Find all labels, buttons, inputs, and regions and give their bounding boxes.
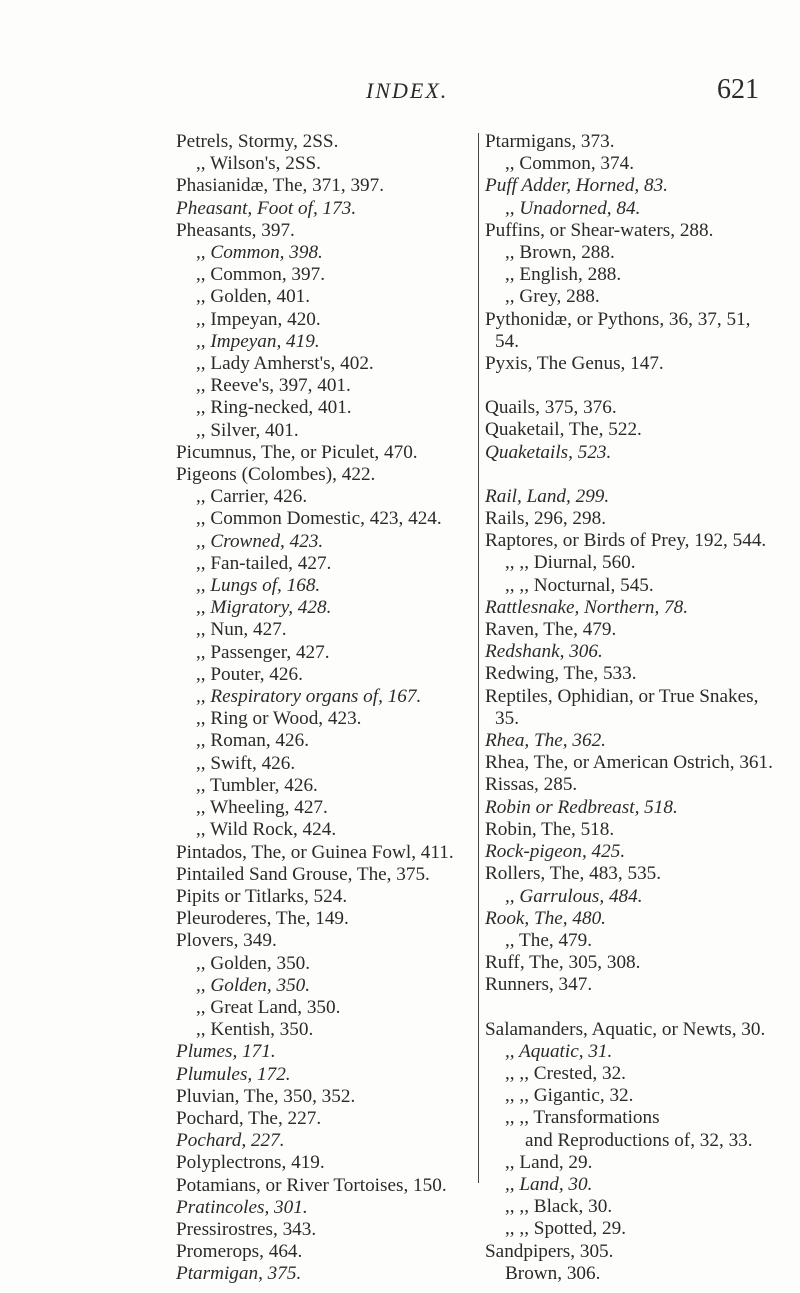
index-entry: Quaketails, 523. (485, 441, 612, 463)
index-entry: ,, ,, Nocturnal, 545. (505, 574, 654, 596)
index-entry: ,, ,, Transformations (505, 1107, 660, 1129)
index-entry: Rail, Land, 299. (485, 485, 610, 507)
index-entry: Pleuroderes, The, 149. (176, 908, 349, 930)
index-entry: Robin or Redbreast, 518. (485, 796, 678, 818)
index-entry: ,, Golden, 350. (196, 952, 311, 974)
index-entry: Pochard, 227. (176, 1130, 285, 1152)
index-entry: Salamanders, Aquatic, or Newts, 30. (485, 1018, 766, 1040)
index-entry: Puff Adder, Horned, 83. (485, 175, 668, 197)
index-entry: Polyplectrons, 419. (176, 1152, 325, 1174)
index-entry: Raven, The, 479. (485, 619, 617, 641)
index-entry: Phasianidæ, The, 371, 397. (176, 175, 385, 197)
index-entry: ,, ,, Crested, 32. (505, 1062, 626, 1084)
index-entry: ,, Impeyan, 420. (196, 308, 321, 330)
index-entry: Ruff, The, 305, 308. (485, 952, 641, 974)
index-entry: ,, Common, 397. (196, 264, 325, 286)
index-entry: ,, Wilson's, 2SS. (196, 153, 321, 175)
index-entry: ,, English, 288. (505, 264, 622, 286)
index-entry: ,, The, 479. (505, 929, 593, 951)
index-entry: ,, ,, Spotted, 29. (505, 1218, 626, 1240)
index-entry: 54. (495, 330, 519, 352)
index-entry: ,, Golden, 350. (196, 974, 311, 996)
index-entry: Plumes, 171. (176, 1041, 276, 1063)
index-entry: ,, Ring or Wood, 423. (196, 708, 362, 730)
index-entry: Pintailed Sand Grouse, The, 375. (176, 863, 430, 885)
index-entry: ,, Crowned, 423. (196, 530, 324, 552)
index-column-left (176, 131, 471, 1286)
index-entry: ,, Land, 29. (505, 1151, 593, 1173)
index-entry: Pintados, The, or Guinea Fowl, 411. (176, 841, 454, 863)
running-head: INDEX. (366, 78, 449, 103)
index-entry: Raptores, or Birds of Prey, 192, 544. (485, 530, 767, 552)
index-entry: Pythonidæ, or Pythons, 36, 37, 51, (485, 308, 751, 330)
index-entry: ,, Aquatic, 31. (505, 1040, 613, 1062)
index-entry: ,, Respiratory organs of, 167. (196, 686, 422, 708)
index-entry: ,, Lungs of, 168. (196, 575, 321, 597)
index-entry: Pigeons (Colombes), 422. (176, 464, 376, 486)
index-entry: Plumules, 172. (176, 1063, 291, 1085)
index-entry: ,, Pouter, 426. (196, 663, 303, 685)
index-entry: Brown, 306. (505, 1262, 601, 1284)
index-entry: ,, Great Land, 350. (196, 996, 341, 1018)
index-entry: Potamians, or River Tortoises, 150. (176, 1174, 447, 1196)
index-entry: Runners, 347. (485, 974, 593, 996)
index-entry: Rollers, The, 483, 535. (485, 863, 662, 885)
index-entry: ,, ,, Black, 30. (505, 1196, 613, 1218)
index-entry: Rhea, The, or American Ostrich, 361. (485, 752, 773, 774)
index-entry: ,, Kentish, 350. (196, 1019, 314, 1041)
index-entry: ,, Common, 398. (196, 242, 323, 264)
index-entry: Pluvian, The, 350, 352. (176, 1085, 356, 1107)
index-entry: ,, ,, Gigantic, 32. (505, 1085, 634, 1107)
index-entry: ,, Nun, 427. (196, 619, 287, 641)
index-entry: Rissas, 285. (485, 774, 578, 796)
index-entry: Robin, The, 518. (485, 818, 615, 840)
index-entry: Sandpipers, 305. (485, 1240, 614, 1262)
index-entry: Redwing, The, 533. (485, 663, 637, 685)
index-entry: Rook, The, 480. (485, 907, 606, 929)
index-entry: Quails, 375, 376. (485, 397, 617, 419)
index-entry: ,, Ring-necked, 401. (196, 397, 352, 419)
index-entry: ,, ,, Diurnal, 560. (505, 552, 636, 574)
index-column-right (485, 131, 800, 1285)
index-entry: Promerops, 464. (176, 1241, 303, 1263)
index-entry: ,, Roman, 426. (196, 730, 309, 752)
index-entry: Pipits or Titlarks, 524. (176, 885, 348, 907)
page-header (0, 0, 800, 120)
index-entry: ,, Common Domestic, 423, 424. (196, 508, 442, 530)
index-entry: Pressirostres, 343. (176, 1218, 317, 1240)
index-entry: ,, Passenger, 427. (196, 641, 330, 663)
index-entry: Rhea, The, 362. (485, 730, 606, 752)
index-entry: ,, Lady Amherst's, 402. (196, 353, 374, 375)
index-entry: ,, Golden, 401. (196, 286, 311, 308)
index-entry: Pheasants, 397. (176, 219, 295, 241)
index-entry: ,, Tumbler, 426. (196, 774, 318, 796)
index-entry: and Reproductions of, 32, 33. (525, 1129, 753, 1151)
index-entry: ,, Grey, 288. (505, 286, 600, 308)
index-entry: ,, Common, 374. (505, 153, 634, 175)
index-entry: Pheasant, Foot of, 173. (176, 197, 357, 219)
index-entry: Ptarmigans, 373. (485, 131, 615, 152)
index-entry: 35. (495, 707, 519, 729)
index-entry: Reptiles, Ophidian, or True Snakes, (485, 685, 759, 707)
index-entry: ,, Migratory, 428. (196, 597, 332, 619)
index-entry: Picumnus, The, or Piculet, 470. (176, 441, 418, 463)
index-entry: ,, Brown, 288. (505, 242, 615, 264)
index-entry: Petrels, Stormy, 2SS. (176, 131, 339, 152)
index-entry: ,, Silver, 401. (196, 419, 299, 441)
index-entry: ,, Swift, 426. (196, 752, 296, 774)
index-entry: ,, Land, 30. (505, 1173, 593, 1195)
index-entry: Rattlesnake, Northern, 78. (485, 596, 689, 618)
index-entry: ,, Fan-tailed, 427. (196, 552, 332, 574)
index-entry: Pratincoles, 301. (176, 1196, 308, 1218)
index-entry: Puffins, or Shear-waters, 288. (485, 219, 714, 241)
column-divider (478, 133, 479, 1183)
index-entry: Plovers, 349. (176, 930, 277, 952)
index-entry: ,, Garrulous, 484. (505, 885, 643, 907)
index-entry: Quaketail, The, 522. (485, 419, 642, 441)
index-entry: Pyxis, The Genus, 147. (485, 353, 664, 375)
index-entry: Rock-pigeon, 425. (485, 841, 626, 863)
index-entry: Pochard, The, 227. (176, 1107, 322, 1129)
index-entry: ,, Impeyan, 419. (196, 330, 320, 352)
index-entry: ,, Reeve's, 397, 401. (196, 375, 351, 397)
index-entry: ,, Unadorned, 84. (505, 197, 641, 219)
index-entry: Rails, 296, 298. (485, 508, 606, 530)
index-entry: Ptarmigan, 375. (176, 1263, 302, 1285)
index-entry: Redshank, 306. (485, 641, 603, 663)
index-entry: ,, Carrier, 426. (196, 486, 308, 508)
index-entry: ,, Wheeling, 427. (196, 797, 328, 819)
page-number: 621 (717, 74, 759, 105)
index-entry: ,, Wild Rock, 424. (196, 819, 337, 841)
